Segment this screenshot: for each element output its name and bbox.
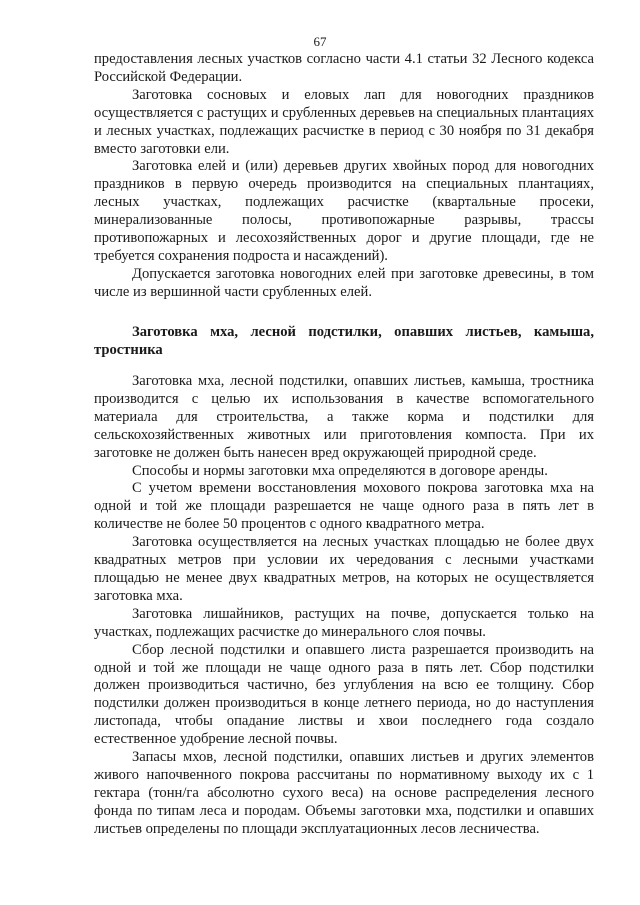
paragraph: Запасы мхов, лесной подстилки, опавших листьев и других элементов живого напочвенного покрова рассчитаны по нормативному выходу их с 1 гектара (тонн/га абсолютно сухого веса) на основе распределения лесного фонда по типам леса и породам. Объемы заготовки мха, подстилки и опавших листьев определены по площади эксплуатационных лесов лесничества. xyxy=(94,749,594,837)
text-block-top xyxy=(94,51,594,302)
page-number: 67 xyxy=(313,34,327,49)
paragraph: Заготовка лишайников, растущих на почве, допускается только на участках, подлежащих расчистке до минерального слоя почвы. xyxy=(94,605,594,640)
paragraph: Заготовка елей и (или) деревьев других хвойных пород для новогодних праздников в первую очередь производится на специальных плантациях, лесных участках, подлежащих расчистке (квартальные просеки, минерализованные полосы, противопожарные разрывы, трассы противопожарных и лесохозяйственных дорог и другие площади, где не требуется сохранения подроста и насаждений). xyxy=(94,158,594,264)
paragraph: предоставления лесных участков согласно части 4.1 статьи 32 Лесного кодекса Российской Федерации. xyxy=(94,51,594,85)
paragraph: С учетом времени восстановления мохового покрова заготовка мха на одной и той же площади разрешается не чаще одного раза в пять лет в количестве не более 50 процентов с одного квадратного метра. xyxy=(94,480,594,533)
section-heading: Заготовка мха, лесной подстилки, опавших листьев, камыша, тростника xyxy=(94,324,594,358)
paragraph: Способы и нормы заготовки мха определяются в договоре аренды. xyxy=(132,462,548,479)
section-heading-block xyxy=(94,324,594,360)
paragraph: Заготовка сосновых и еловых лап для новогодних праздников осуществляется с растущих и срубленных деревьев на специальных плантациях и лесных участках, подлежащих расчистке в период с 30 ноября по 31 декабря вместо заготовки ели. xyxy=(94,86,594,157)
paragraph: Заготовка мха, лесной подстилки, опавших листьев, камыша, тростника производится с целью их использования в качестве вспомогательного материала для строительства, а также корма и подстилки для сельскохозяйственных животных или приготовления компоста. При их заготовке не должен быть нанесен вред окружающей природной среде. xyxy=(94,373,594,461)
text-block-section xyxy=(94,373,594,839)
paragraph: Сбор лесной подстилки и опавшего листа разрешается производить на одной и той же площади не чаще одного раза в пять лет. Сбор подстилки должен производиться частично, без углубления на всю ее толщину. Сбор подстилки должен производиться в конце летнего периода, но до наступления листопада, чтобы опадание листвы и хвои последнего года создало естественное удобрение лесной почвы. xyxy=(94,641,594,748)
paragraph: Заготовка осуществляется на лесных участках площадью не более двух квадратных метров при условии их чередования с лесными участками площадью не менее двух квадратных метров, на которых не осуществляется заготовка мха. xyxy=(94,534,594,604)
paragraph: Допускается заготовка новогодних елей при заготовке древесины, в том числе из вершинной части срубленных елей. xyxy=(94,265,594,300)
